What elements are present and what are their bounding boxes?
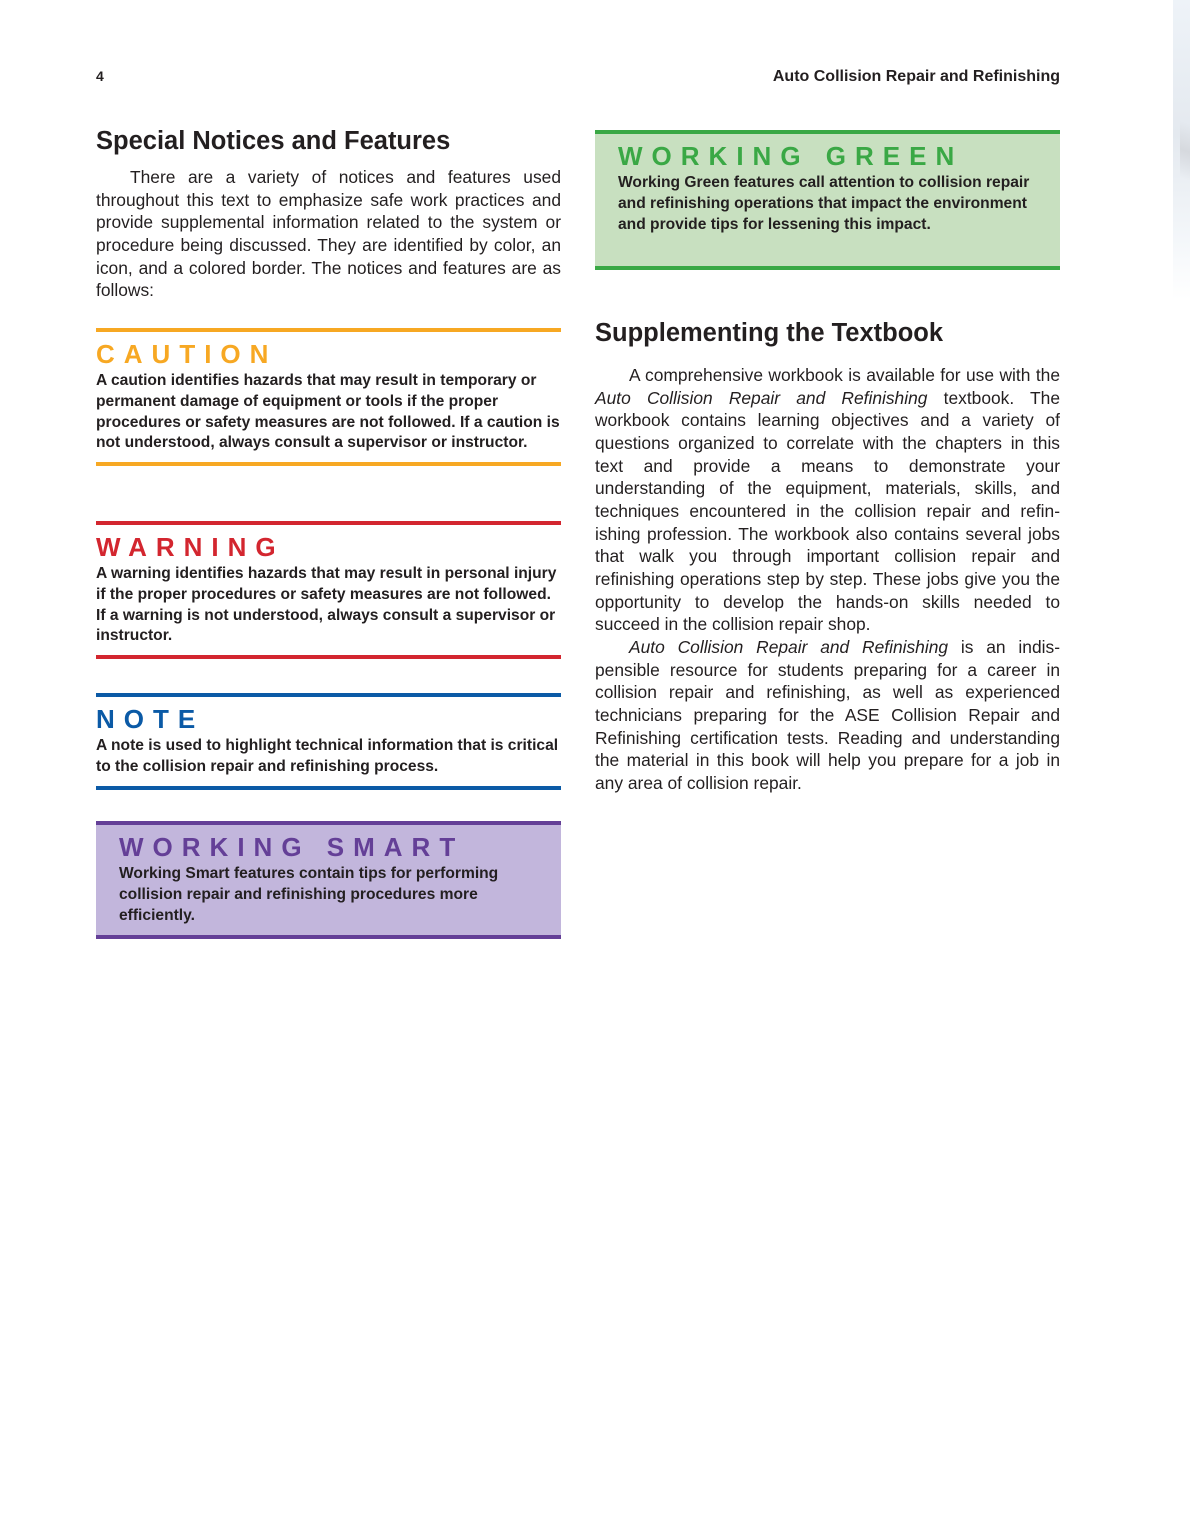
supplementing-section [595,318,1060,794]
working-smart-title: WORKING SMART [119,832,465,862]
caution-bottom-rule [96,462,561,466]
working-green-top-rule [595,130,1060,134]
working-green-body: Working Green features call attention to collision repair and refinishing operations that impact the environment and provide tips for lessening this impact. [618,174,1030,233]
working-green-bottom-rule [595,266,1060,270]
supplementing-paragraph-1 [595,364,1060,636]
page-edge-shadow-fold [1180,90,1190,200]
working-smart-feature [96,821,561,939]
p1-book-title: Auto Collision Repair and Refinishing [595,387,928,408]
caution-title: CAUTION [96,339,278,369]
caution-top-rule [96,328,561,332]
warning-top-rule [96,521,561,525]
caution-body: A caution identifies hazards that may result in temporary or permanent damage of equipment or tools if the proper procedures or safety measures are not followed. If a caution is not understood, always consult a supervisor or instructor. [96,372,560,452]
working-smart-top-rule [96,821,561,825]
working-smart-body: Working Smart features contain tips for performing collision repair and refinishing procedures more efficiently. [119,865,499,924]
section-heading-supplementing: Supplementing the Textbook [595,319,944,347]
warning-body: A warning identifies hazards that may result in personal injury if the proper procedures or safety measures are not followed. If a warning is not understood, always consult a supervisor or instructor. [96,565,557,645]
warning-notice [96,521,561,659]
p1-text-a: A comprehensive workbook is available for use with the [629,365,1060,385]
warning-bottom-rule [96,655,561,659]
note-bottom-rule [96,786,561,790]
page-number: 4 [96,68,104,84]
p1-text-b: textbook. The workbook contains learning objectives and a variety of questions organized to correlate with the chapters in this text and provide a means to demonstrate your understanding of the equipment, materials, skills, and techniques encountered in the collision repair and refinishing profession. The workbook also contains several jobs that walk you through important collision repair and refinishing operations step by step. These jobs give you the opportunity to develop the hands-on skills needed to succeed in the collision repair shop. [595,387,1061,635]
caution-notice [96,328,561,466]
p2-book-title: Auto Collision Repair and Refinishing [629,636,949,657]
p2-text-b: is an indispensible resource for students preparing for a career in collision repair and refinishing, as well as experienced technicians preparing for the ASE Collision Repair and Refinishing certification tests. Reading and understanding the material in this book will help you prepare for a job in any area of collision repair. [595,636,1060,793]
note-notice [96,693,561,790]
note-body: A note is used to highlight technical information that is critical to the collision repair and refinishing process. [96,737,559,775]
working-green-title: WORKING GREEN [618,141,964,171]
supplementing-paragraph-2 [595,636,1060,795]
intro-paragraph: There are a variety of notices and features used throughout this text to emphasize safe work practices and provide supplemental information related to the system or procedure being discussed. They are identified by color, an icon, and a colored border. The notices and features are as follows: [96,167,561,301]
warning-title: WARNING [96,532,285,562]
note-top-rule [96,693,561,697]
running-title: Auto Collision Repair and Refinishing [772,68,1060,85]
working-green-feature [595,130,1060,270]
working-smart-bottom-rule [96,935,561,939]
note-title: NOTE [96,704,205,734]
left-column [96,126,561,302]
section-heading-special-notices: Special Notices and Features [96,127,451,155]
